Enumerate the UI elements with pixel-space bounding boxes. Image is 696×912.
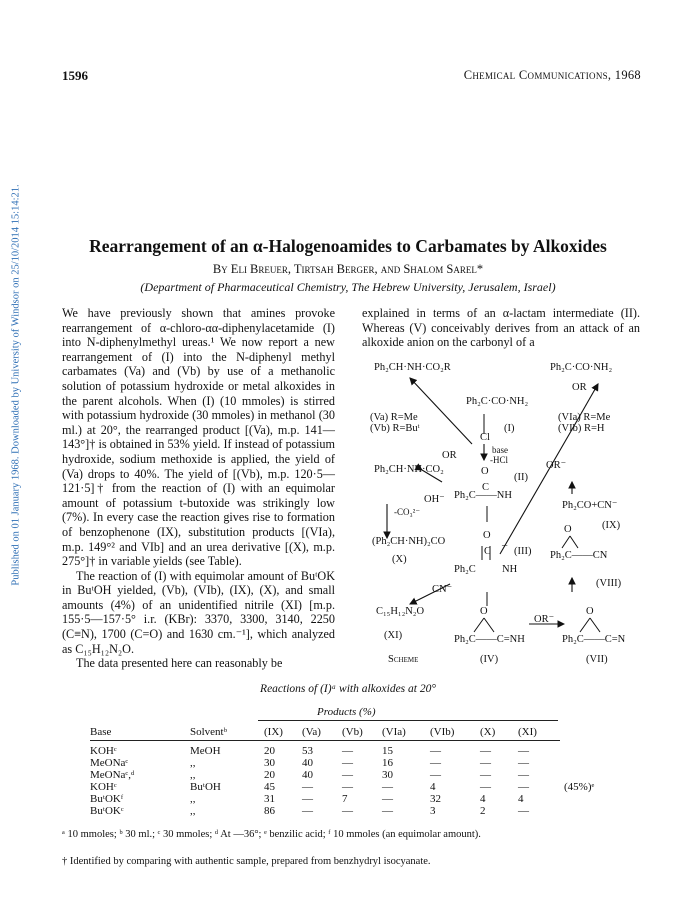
table-cell: — (480, 757, 491, 769)
right-column (362, 306, 640, 350)
table-cell: 2 (480, 805, 486, 817)
scheme-label: Ph₂CH·NH·CO₂ (374, 464, 444, 475)
table-header-cell: (IX) (264, 726, 283, 738)
table-cell: — (430, 769, 441, 781)
table-cell: 20 (264, 745, 275, 757)
paragraph: We have previously shown that amines provoke rearrangement of α-chloro-αα-diphenylacetamide (I) into N-diphenylmethyl ureas.¹ We now report a new rearrangement of (I) into the N-diphenyl methyl carbamates (Va) and (Vb) by use of a methanolic solution of potassium hydroxide or metal alkoxides in the parent alcohols. When (I) (10 mmoles) is stirred with potassium hydroxide (30 mmoles) in methanol (30 ml.) at 20°, the rearranged product [(Va), m.p. 141—143°]† is obtained in 53% yield. If instead of potassium hydroxide, sodium methoxide is applied, the yield of (Va) drops to 40%. The yield of [(Vb), m.p. 120·5—121·5]† from the reaction of (I) with an equimolar amount of potassium t-butoxide was strikingly low (7%). In every case the reaction gives rise to formation of benzophenone (IX), substitution products [(VIa), m.p. 149°² and VIb] and an urea derivative [(X), m.p. 275°]† in variable yields (see Table). (62, 306, 335, 569)
table-cell: 4 (518, 793, 524, 805)
table-cell: — (382, 781, 393, 793)
scheme-label: (IV) (480, 654, 499, 665)
authors: By Eli Breuer, Tirtsah Berger, and Shalom Sarel* (212, 262, 484, 276)
scheme-label: OR⁻ (534, 614, 555, 625)
scheme-label: Ph₂C——C=N (562, 634, 626, 645)
scheme-label: (I) (504, 423, 515, 434)
scheme-label: OH⁻ (424, 494, 445, 505)
table-cell: BuᵗOKᶜ (90, 805, 124, 817)
table-cell: — (342, 757, 353, 769)
scheme-label: (VII) (586, 654, 608, 665)
table-cell: — (518, 745, 529, 757)
table-cell: KOHᶜ (90, 781, 117, 793)
table-cell: 86 (264, 805, 275, 817)
table-cell: — (480, 745, 491, 757)
scheme-label: (VIb) R=H (558, 423, 605, 434)
scheme-label: (VIII) (596, 578, 622, 589)
table-cell: 7 (342, 793, 348, 805)
table-cell: ,, (190, 793, 196, 805)
scheme-label: C₁₅H₁₂N₂O (376, 606, 425, 617)
ring-bond (562, 536, 570, 548)
scheme-label: O (586, 606, 594, 617)
scheme-label: – (502, 540, 508, 551)
table-header-cell: Base (90, 726, 112, 738)
scheme-label: O (480, 606, 488, 617)
table-cell: KOHᶜ (90, 745, 117, 757)
table-cell: — (518, 769, 529, 781)
ring-bond (484, 618, 494, 632)
table-cell: — (302, 793, 313, 805)
table-cell: BuᵗOH (190, 781, 221, 793)
scheme-label: (XI) (384, 630, 403, 641)
table-cell: ,, (190, 769, 196, 781)
table-header-cell: Solventᵇ (190, 726, 228, 738)
table-header-cell: (XI) (518, 726, 537, 738)
table-cell: BuᵗOKᶠ (90, 793, 124, 805)
scheme-label: (Vb) R=Buᵗ (370, 423, 420, 434)
download-watermark (8, 150, 24, 620)
table-cell: ,, (190, 805, 196, 817)
table-cell: 45 (264, 781, 275, 793)
table-header-cell: (X) (480, 726, 496, 738)
page-number: 1596 (62, 68, 88, 83)
left-column (62, 306, 335, 671)
scheme-label: CN⁻ (432, 584, 453, 595)
scheme-label: O (564, 524, 572, 535)
table-header-cell: (VIa) (382, 726, 406, 738)
scheme-label: C (482, 482, 490, 493)
table-cell: 4 (480, 793, 486, 805)
table-cell: ,, (190, 757, 196, 769)
table-cell: 16 (382, 757, 393, 769)
scheme-label: (Va) R=Me (370, 412, 418, 423)
scheme-label: base (492, 445, 508, 455)
scheme-label: Ph₂C——NH (454, 490, 512, 501)
table-cell: 32 (430, 793, 441, 805)
table-cell: 40 (302, 757, 313, 769)
footnote: † Identified by comparing with authentic sample, prepared from benzhydryl isocyanate. (62, 856, 431, 867)
scheme-label: -CO₃²⁻ (394, 507, 421, 517)
table-cell: — (518, 805, 529, 817)
paragraph: The reaction of (I) with equimolar amount of BuᵗOK in BuᵗOH yielded, (Vb), (VIb), (IX), (X), and small amounts (4%) of an unidentified nitrile (XI) [m.p. 155·5—157·5° i.r. (KBr): 3370, 3300, 3140, 2250 (C≡N), 1700 (C=O) and 1630 cm.⁻¹], which analyzed as C₁₅H₁₂N₂O. (62, 568, 335, 656)
download-watermark-text: Published on 01 January 1968. Downloaded by University of Windsor on 25/10/2014 15:14:21. (10, 184, 22, 586)
scheme-label: (VIa) R=Me (558, 412, 611, 423)
table-caption: Reactions of (I)ᵃ with alkoxides at 20° (260, 683, 436, 695)
scheme-label: Ph₂C·CO·NH₂ (550, 362, 613, 373)
scheme-label: Ph₂C——CN (550, 550, 608, 561)
journal-name: Chemical Communications, 1968 (463, 68, 641, 82)
table-cell: — (518, 757, 529, 769)
table-cell: — (430, 757, 441, 769)
scheme-label: OR (442, 450, 457, 461)
table-cell: (45%)ᵉ (564, 781, 595, 793)
scheme-label: C (484, 546, 492, 557)
products-rule (258, 720, 558, 721)
paragraph: The data presented here can reasonably be (76, 656, 283, 671)
scheme-label: NH (502, 564, 518, 575)
scheme-label: Ph₂C (454, 564, 476, 575)
ring-bond (570, 536, 578, 548)
header-rule (90, 740, 560, 741)
table-cell: — (430, 745, 441, 757)
table-cell: 15 (382, 745, 393, 757)
table-header-cell: (Va) (302, 726, 321, 738)
scheme-label: Ph₂CO+CN⁻ (562, 500, 618, 511)
scheme-label: (IX) (602, 520, 621, 531)
ring-bond (474, 618, 484, 632)
table-cell: MeOH (190, 745, 221, 757)
table-cell: 4 (430, 781, 436, 793)
table-cell: 30 (264, 757, 275, 769)
table-cell: 30 (382, 769, 393, 781)
products-header: Products (%) (317, 706, 376, 718)
affiliation: (Department of Pharmaceutical Chemistry, The Hebrew University, Jerusalem, Israel) (140, 280, 556, 294)
scheme-label: O (483, 530, 491, 541)
table-cell: 40 (302, 769, 313, 781)
table-cell: — (342, 805, 353, 817)
table-header-cell: (Vb) (342, 726, 363, 738)
scheme-label: O (481, 466, 489, 477)
table-cell: — (480, 769, 491, 781)
scheme-label: Ph₂CH·NH·CO₂R (374, 362, 451, 373)
table-cell: — (342, 745, 353, 757)
ring-bond (590, 618, 600, 632)
article-title: Rearrangement of an α-Halogenoamides to Carbamates by Alkoxides (89, 236, 607, 256)
scheme-label: (X) (392, 554, 407, 565)
table-cell: — (302, 805, 313, 817)
table-cell: MeONaᶜ,ᵈ (90, 769, 135, 781)
paragraph: explained in terms of an α-lactam intermediate (II). Whereas (V) conceivably derives from an attack of an alkoxide anion on the carbonyl of a (362, 306, 640, 350)
scheme-label: -HCl (490, 455, 508, 465)
table-cell: 31 (264, 793, 275, 805)
table-cell: — (302, 781, 313, 793)
table-cell: MeONaᶜ (90, 757, 129, 769)
table-cell: — (382, 805, 393, 817)
reaction-scheme (362, 356, 642, 672)
scheme-label: Ph₂C·CO·NH₂ (466, 396, 529, 407)
table-cell: 3 (430, 805, 436, 817)
scheme-label: Ph₂C——C=NH (454, 634, 525, 645)
table-cell: 20 (264, 769, 275, 781)
table-footnote: ᵃ 10 mmoles; ᵇ 30 ml.; ᶜ 30 mmoles; ᵈ At —36°; ᵉ benzilic acid; ᶠ 10 mmoles (an equimolar amount). (62, 829, 481, 840)
scheme-caption: Scheme (388, 654, 419, 665)
table-cell: — (382, 793, 393, 805)
table-header-cell: (VIb) (430, 726, 455, 738)
table-cell: — (518, 781, 529, 793)
table-cell: — (480, 781, 491, 793)
table-cell: — (342, 769, 353, 781)
scheme-label: (III) (514, 546, 532, 557)
scheme-label: (II) (514, 472, 528, 483)
table-cell: 53 (302, 745, 313, 757)
scheme-label: OR⁻ (546, 460, 567, 471)
scheme-label: OR (572, 382, 587, 393)
scheme-label: Cl (480, 432, 490, 443)
scheme-label: (Ph₂CH·NH)₂CO (372, 536, 446, 547)
table-cell: — (342, 781, 353, 793)
ring-bond (580, 618, 590, 632)
